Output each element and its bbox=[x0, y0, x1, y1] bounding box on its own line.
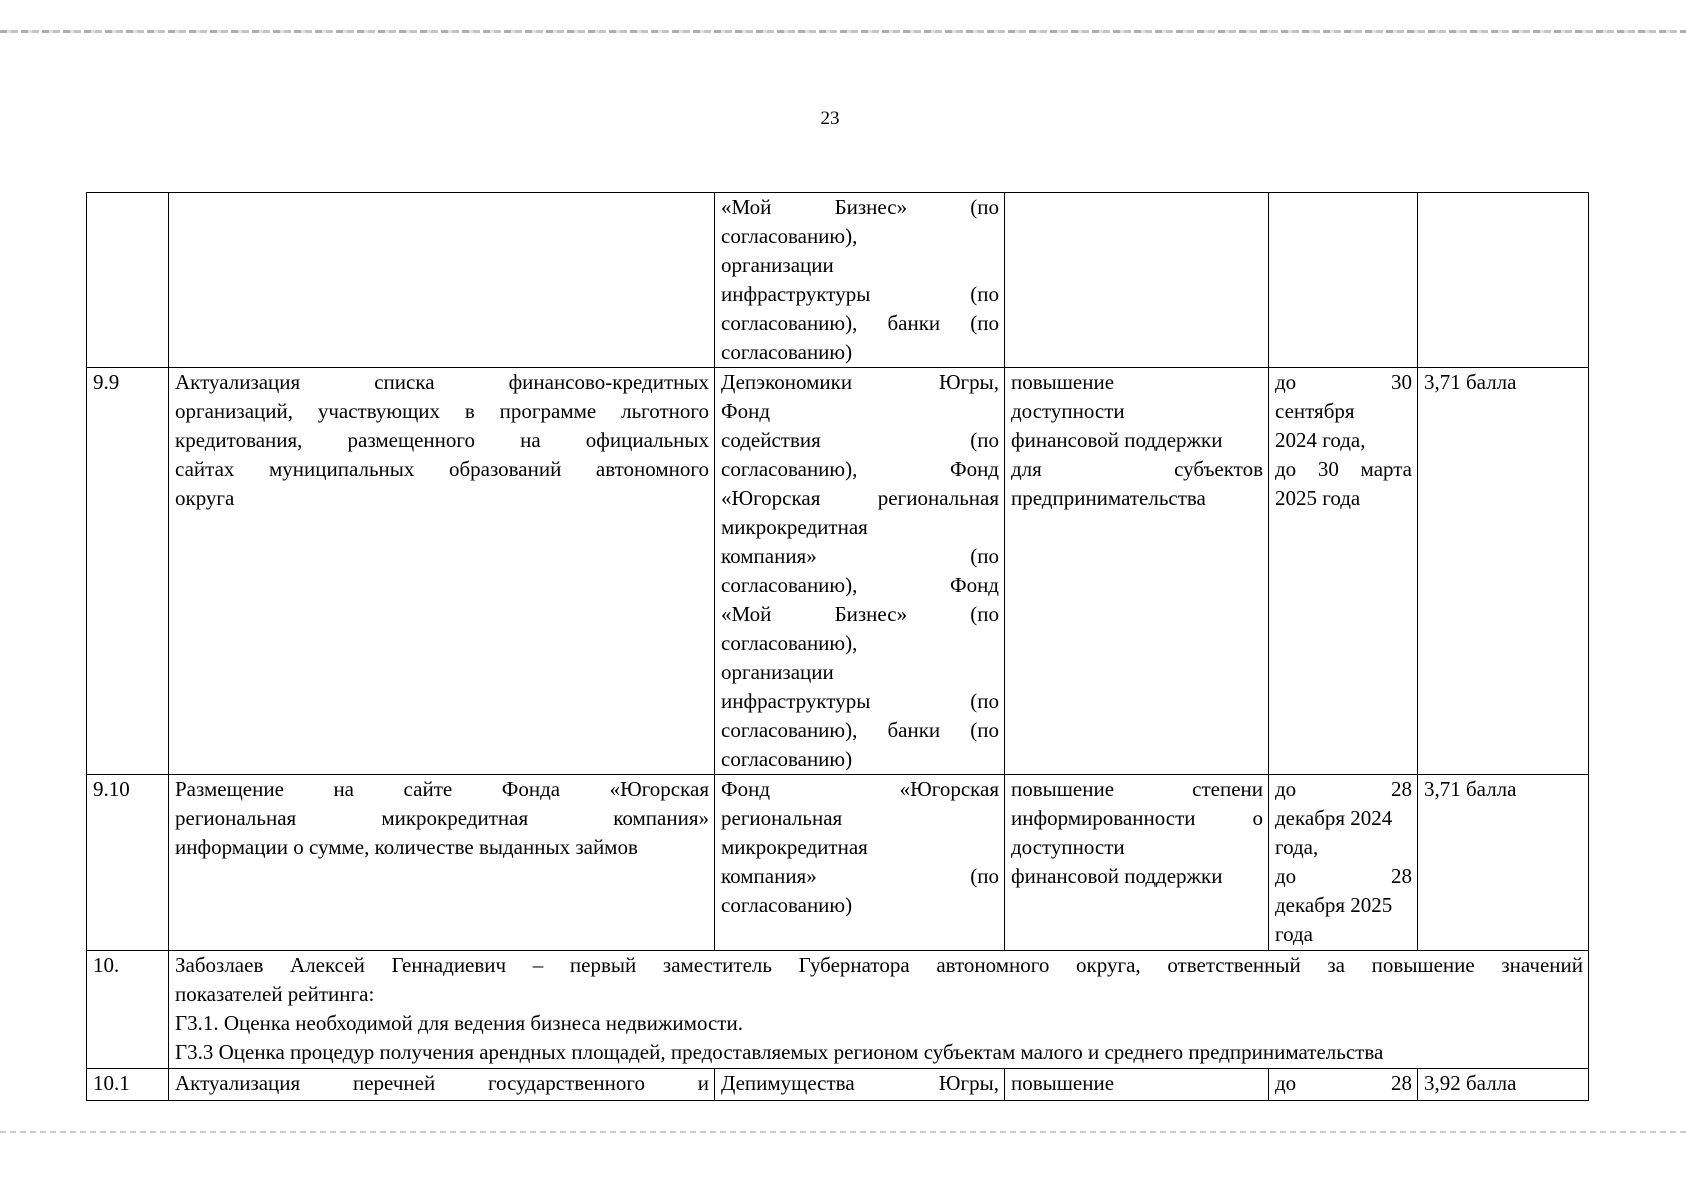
text-line: организаций, участвующих в программе льготного bbox=[175, 399, 709, 423]
page-number: 23 bbox=[820, 108, 840, 129]
text-line: до 28 bbox=[1275, 777, 1412, 801]
cell-activity bbox=[169, 775, 715, 951]
text-line: «Мой Бизнес» (по bbox=[721, 195, 999, 219]
text-line: Фонд «Югорская bbox=[721, 777, 999, 801]
text-line: доступности bbox=[1011, 399, 1125, 423]
text-line: согласованию), bbox=[721, 224, 858, 248]
text-line: Депэкономики Югры, bbox=[721, 370, 999, 394]
text-line: инфраструктуры (по bbox=[721, 689, 999, 713]
text-line: согласованию) bbox=[721, 340, 853, 364]
text-line: микрокредитная bbox=[721, 515, 868, 539]
text-line: региональная bbox=[721, 806, 843, 830]
text-line: Актуализация списка финансово-кредитных bbox=[175, 370, 709, 394]
cell-executors bbox=[715, 368, 1005, 775]
text-line: финансовой поддержки bbox=[1011, 864, 1223, 888]
text-line: компания» (по bbox=[721, 544, 999, 568]
text-line: года, bbox=[1275, 835, 1319, 859]
text-line: микрокредитная bbox=[721, 835, 868, 859]
cell-result bbox=[1005, 775, 1269, 951]
text-line: согласованию) bbox=[721, 893, 853, 917]
text-line: компания» (по bbox=[721, 864, 999, 888]
text-line: 2025 года bbox=[1275, 486, 1361, 510]
cell-num: 10. bbox=[87, 951, 169, 1069]
text-line: согласованию), банки (по bbox=[721, 718, 999, 742]
text-line: «Мой Бизнес» (по bbox=[721, 602, 999, 626]
cell-score: 3,71 балла bbox=[1418, 368, 1589, 775]
text-line: информированности о bbox=[1011, 806, 1263, 830]
section-row bbox=[87, 951, 1589, 1069]
cell-score: 3,71 балла bbox=[1418, 775, 1589, 951]
text-line: согласованию), банки (по bbox=[721, 311, 999, 335]
text-line: согласованию), Фонд bbox=[721, 573, 999, 597]
text-line: финансовой поддержки bbox=[1011, 428, 1223, 452]
text-line: организации bbox=[721, 253, 834, 277]
cell-executors bbox=[715, 775, 1005, 951]
text-line: Г3.3 Оценка процедур получения арендных площадей, предоставляемых регионом субъектам малого и среднего предпринимательства bbox=[175, 1040, 1384, 1064]
cell-executors: Депимущества Югры, bbox=[715, 1069, 1005, 1101]
cell-num: 10.1 bbox=[87, 1069, 169, 1101]
text-line: повышение степени bbox=[1011, 777, 1263, 801]
text-line: до 30 bbox=[1275, 370, 1412, 394]
cell-num bbox=[87, 193, 169, 368]
cell-deadline: до 28 bbox=[1269, 1069, 1418, 1101]
text-line: сентября bbox=[1275, 399, 1355, 423]
text-line: согласованию) bbox=[721, 747, 853, 771]
text-line: информации о сумме, количестве выданных займов bbox=[175, 835, 638, 859]
text-line: Размещение на сайте Фонда «Югорская bbox=[175, 777, 709, 801]
section-text bbox=[169, 951, 1589, 1069]
scan-edge-bottom bbox=[0, 1131, 1686, 1133]
text-line: предпринимательства bbox=[1011, 486, 1206, 510]
scan-edge-top bbox=[0, 30, 1686, 33]
text-line: округа bbox=[175, 486, 235, 510]
cell-score bbox=[1418, 193, 1589, 368]
text-line: 2024 года, bbox=[1275, 428, 1366, 452]
cell-result bbox=[1005, 193, 1269, 368]
text-line: для субъектов bbox=[1011, 457, 1263, 481]
text-line: повышение bbox=[1011, 370, 1115, 394]
text-line: декабря 2024 bbox=[1275, 806, 1393, 830]
text-line: доступности bbox=[1011, 835, 1125, 859]
text-line: Фонд bbox=[721, 399, 771, 423]
table-row bbox=[87, 775, 1589, 951]
table-row bbox=[87, 193, 1589, 368]
text-line: инфраструктуры (по bbox=[721, 282, 999, 306]
cell-deadline bbox=[1269, 368, 1418, 775]
text-line: организации bbox=[721, 660, 834, 684]
text-line: региональная микрокредитная компания» bbox=[175, 806, 709, 830]
text-line: «Югорская региональная bbox=[721, 486, 999, 510]
text-line: согласованию), Фонд bbox=[721, 457, 999, 481]
cell-result: повышение bbox=[1005, 1069, 1269, 1101]
text-line: года bbox=[1275, 922, 1313, 946]
text-line: согласованию), bbox=[721, 631, 858, 655]
text-line: декабря 2025 bbox=[1275, 893, 1393, 917]
table-row bbox=[87, 1069, 1589, 1101]
text-line: кредитования, размещенного на официальных bbox=[175, 428, 709, 452]
text-line: сайтах муниципальных образований автономного bbox=[175, 457, 709, 481]
cell-deadline bbox=[1269, 193, 1418, 368]
cell-executors bbox=[715, 193, 1005, 368]
cell-score: 3,92 балла bbox=[1418, 1069, 1589, 1101]
cell-num: 9.9 bbox=[87, 368, 169, 775]
text-line: показателей рейтинга: bbox=[175, 982, 375, 1006]
text-line: содействия (по bbox=[721, 428, 999, 452]
cell-num: 9.10 bbox=[87, 775, 169, 951]
measures-table bbox=[86, 192, 1589, 1101]
text-line: Г3.1. Оценка необходимой для ведения бизнеса недвижимости. bbox=[175, 1011, 743, 1035]
cell-activity: Актуализация перечней государственного и bbox=[169, 1069, 715, 1101]
text-line: до 28 bbox=[1275, 864, 1412, 888]
cell-activity bbox=[169, 193, 715, 368]
text-line: до 30 марта bbox=[1275, 457, 1412, 481]
cell-deadline bbox=[1269, 775, 1418, 951]
cell-activity bbox=[169, 368, 715, 775]
cell-result bbox=[1005, 368, 1269, 775]
text-line: Забозлаев Алексей Геннадиевич – первый заместитель Губернатора автономного округа, ответственный за повышение значений bbox=[175, 953, 1583, 977]
table-row bbox=[87, 368, 1589, 775]
